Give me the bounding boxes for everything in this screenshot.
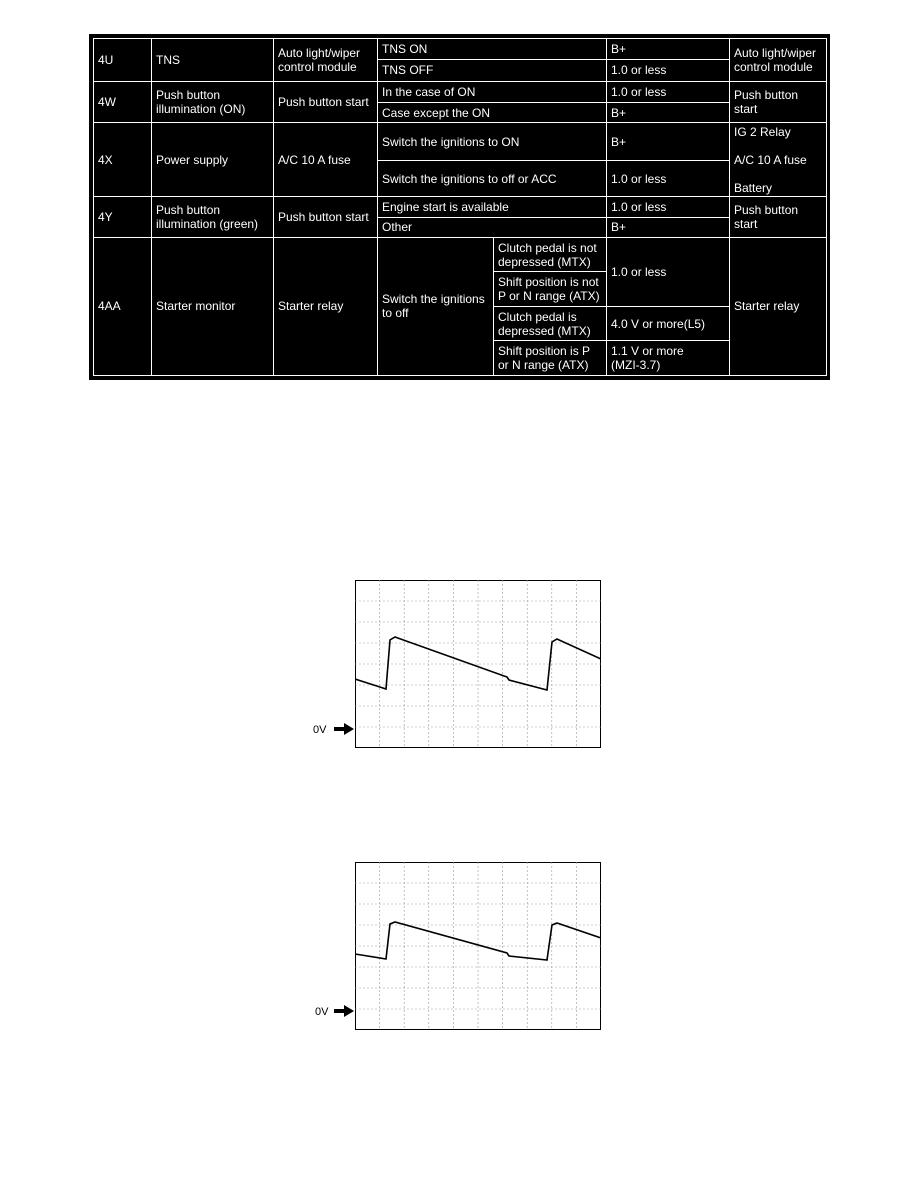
- signal-name-cell: Push button illumination (ON): [152, 81, 274, 123]
- connected-to-cell: A/C 10 A fuse: [274, 123, 378, 197]
- inspection-item-cell: Starter relay: [730, 237, 827, 375]
- oscilloscope-waveform-2: [355, 862, 601, 1030]
- sub-condition-cell: Clutch pedal is depressed (MTX): [494, 306, 607, 341]
- terminal-cell: 4Y: [94, 197, 152, 238]
- terminal-cell: 4W: [94, 81, 152, 123]
- condition-group-cell: Switch the ignitions to off: [378, 237, 494, 375]
- terminal-voltage-table-frame: [89, 34, 830, 380]
- voltage-cell: B+: [607, 217, 730, 237]
- terminal-voltage-table: [93, 38, 827, 376]
- voltage-cell: 1.0 or less: [607, 60, 730, 81]
- zero-volt-arrow-icon: [334, 1005, 354, 1017]
- table-row: [94, 237, 827, 272]
- voltage-cell: 1.0 or less: [607, 81, 730, 102]
- signal-name-cell: TNS: [152, 39, 274, 82]
- voltage-cell: B+: [607, 102, 730, 122]
- waveform-1-plot: [355, 580, 601, 748]
- waveform-2-plot: [355, 862, 601, 1030]
- signal-name-cell: Power supply: [152, 123, 274, 197]
- table-row: [94, 197, 827, 217]
- zero-volt-label: 0V: [315, 1006, 329, 1018]
- zero-volt-arrow-icon: [334, 723, 354, 735]
- sub-condition-cell: Shift position is P or N range (ATX): [494, 341, 607, 376]
- inspection-item-cell: Push button start: [730, 197, 827, 238]
- inspection-item-cell: IG 2 Relay A/C 10 A fuse Battery: [730, 123, 827, 197]
- table-row: [94, 39, 827, 60]
- voltage-cell: 1.0 or less: [607, 237, 730, 306]
- signal-name-cell: Starter monitor: [152, 237, 274, 375]
- table-row: [94, 123, 827, 161]
- condition-cell: Switch the ignitions to ON: [378, 123, 607, 161]
- inspection-item-cell: Auto light/wiper control module: [730, 39, 827, 82]
- condition-cell: In the case of ON: [378, 81, 607, 102]
- terminal-cell: 4AA: [94, 237, 152, 375]
- table-row: [94, 81, 827, 102]
- connected-to-cell: Push button start: [274, 81, 378, 123]
- voltage-cell: 4.0 V or more(L5): [607, 306, 730, 341]
- terminal-cell: 4U: [94, 39, 152, 82]
- voltage-cell: B+: [607, 123, 730, 161]
- voltage-cell: B+: [607, 39, 730, 60]
- condition-cell: Engine start is available: [378, 197, 607, 217]
- sub-condition-cell: Shift position is not P or N range (ATX): [494, 272, 607, 307]
- condition-cell: Case except the ON: [378, 102, 607, 122]
- oscilloscope-waveform-1: [355, 580, 601, 748]
- terminal-cell: 4X: [94, 123, 152, 197]
- connected-to-cell: Starter relay: [274, 237, 378, 375]
- signal-name-cell: Push button illumination (green): [152, 197, 274, 238]
- inspection-item-cell: Push button start: [730, 81, 827, 123]
- connected-to-cell: Auto light/wiper control module: [274, 39, 378, 82]
- condition-cell: TNS OFF: [378, 60, 607, 81]
- condition-cell: Other: [378, 217, 607, 237]
- voltage-cell: 1.0 or less: [607, 160, 730, 197]
- voltage-cell: 1.1 V or more (MZI-3.7): [607, 341, 730, 376]
- condition-cell: Switch the ignitions to off or ACC: [378, 160, 607, 197]
- voltage-cell: 1.0 or less: [607, 197, 730, 217]
- sub-condition-cell: Clutch pedal is not depressed (MTX): [494, 237, 607, 272]
- zero-volt-label: 0V: [313, 724, 327, 736]
- condition-cell: TNS ON: [378, 39, 607, 60]
- connected-to-cell: Push button start: [274, 197, 378, 238]
